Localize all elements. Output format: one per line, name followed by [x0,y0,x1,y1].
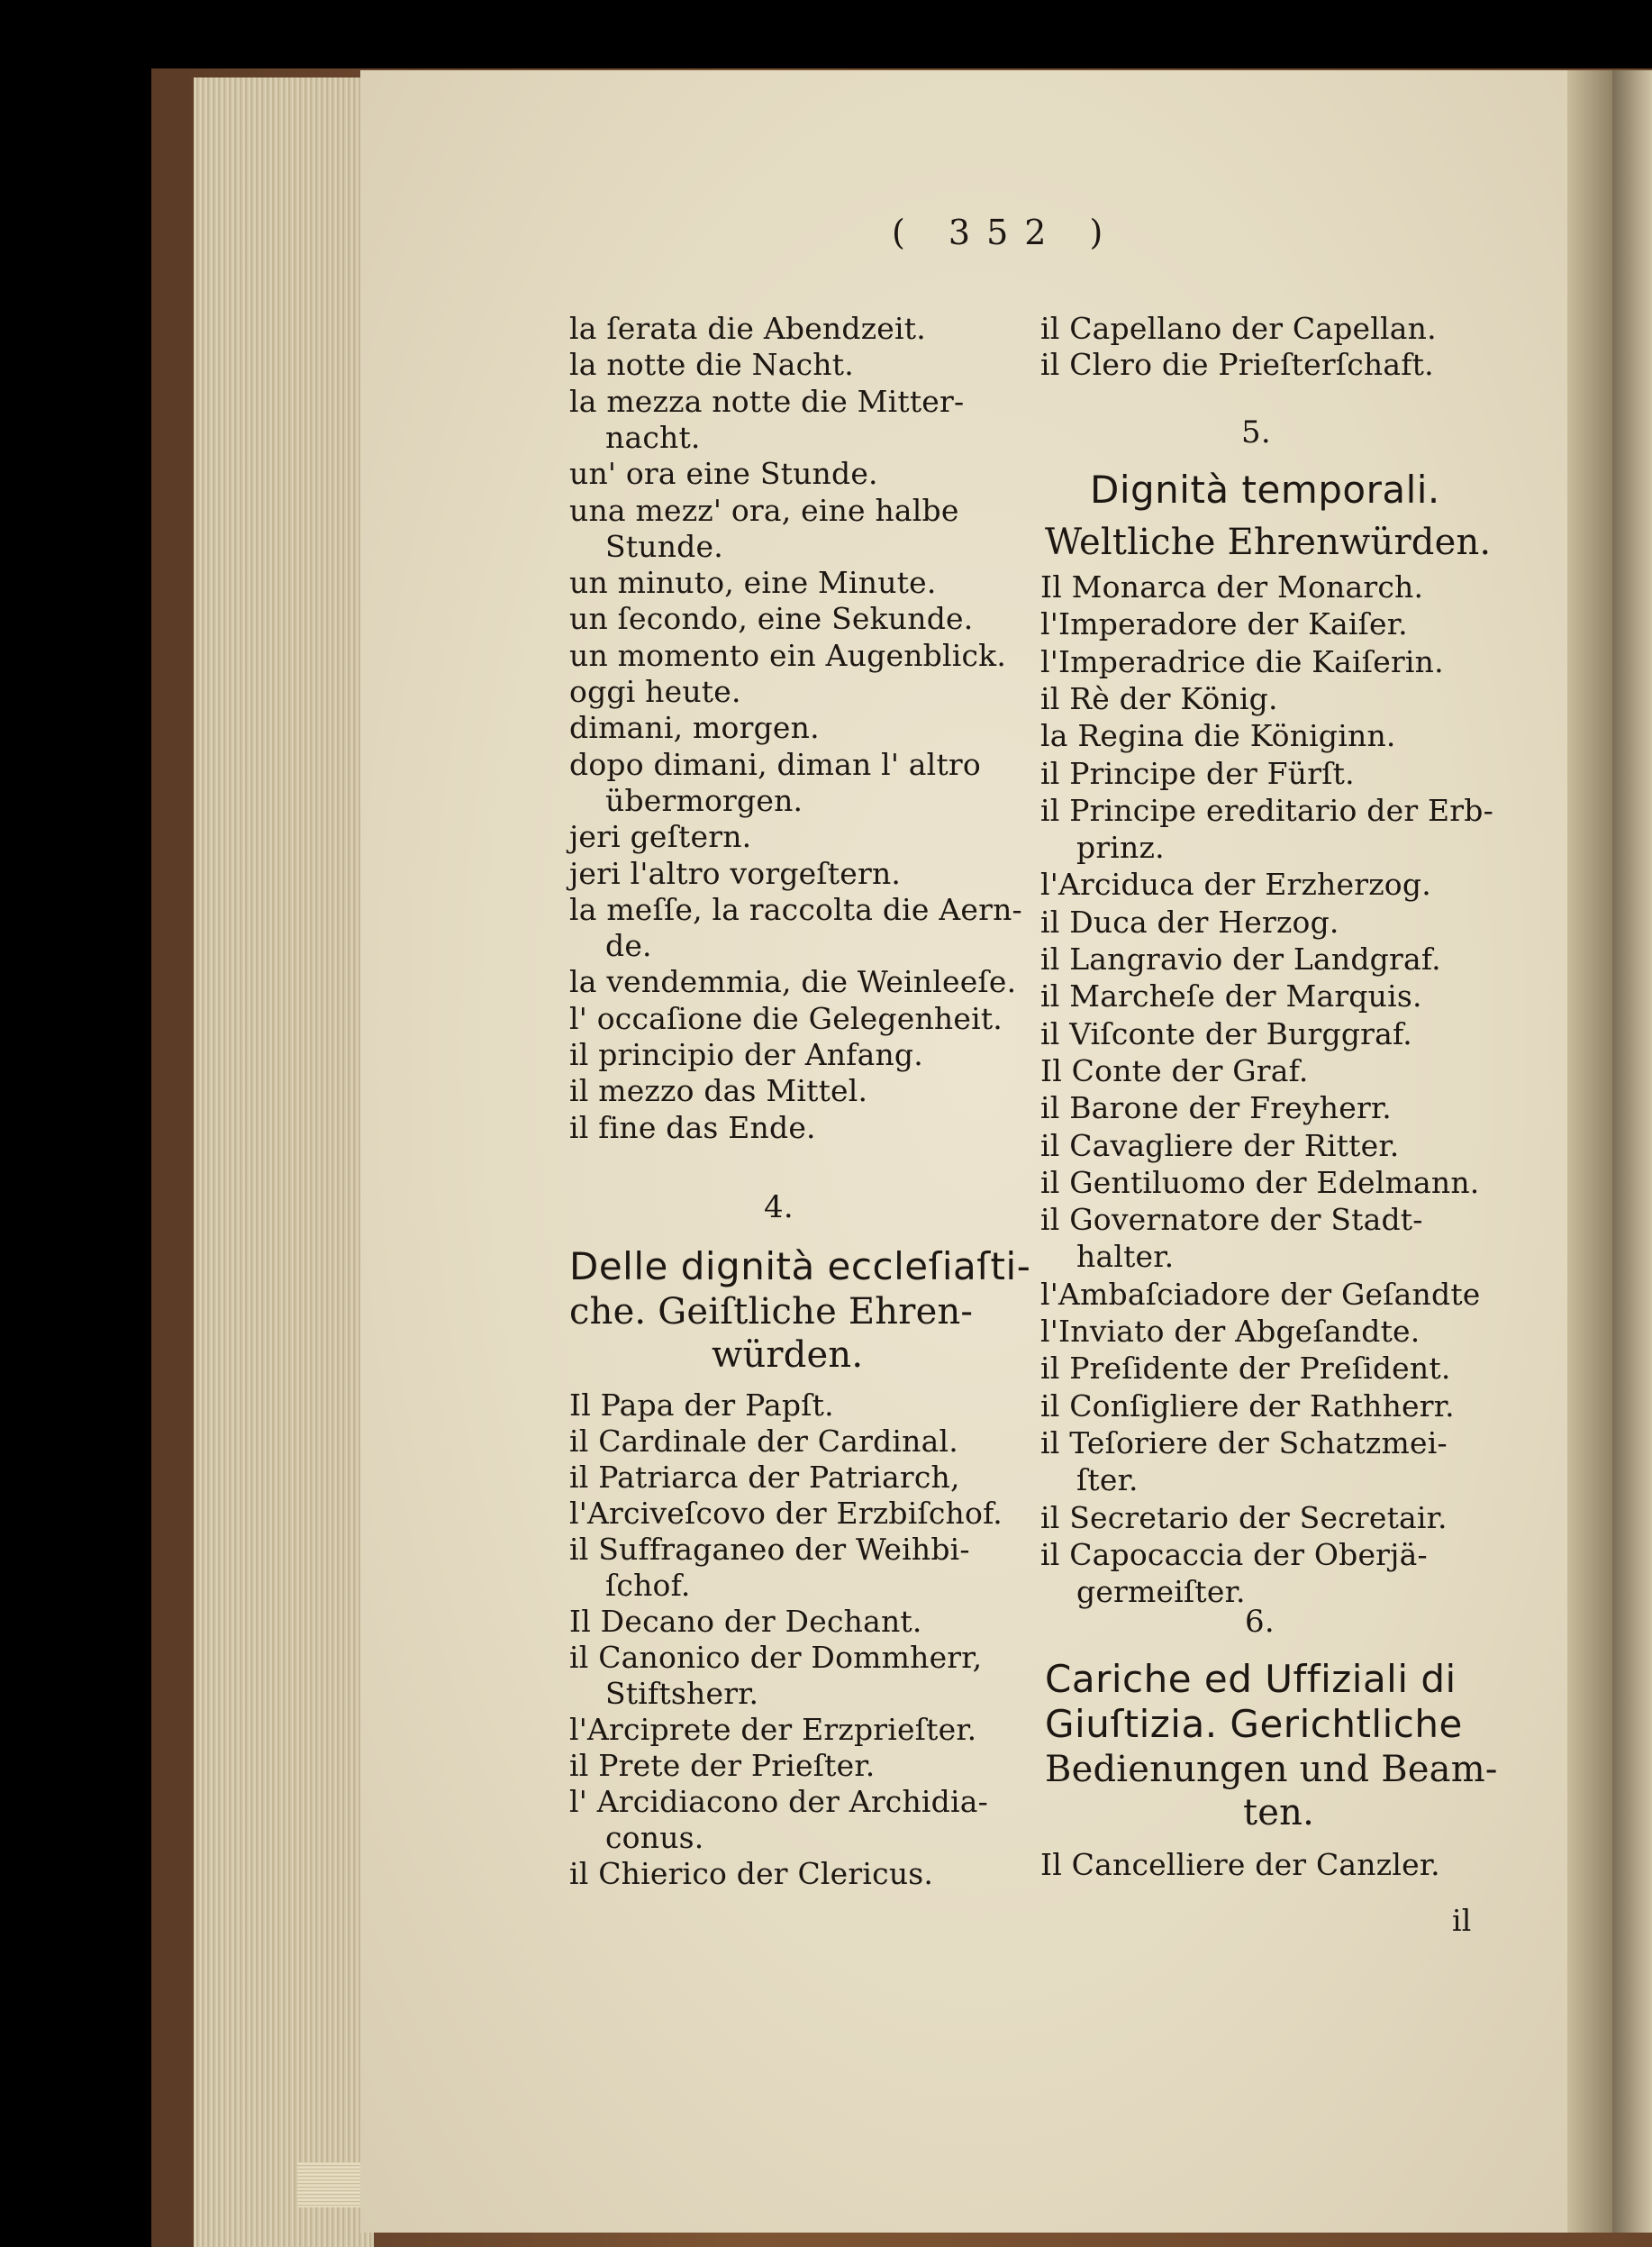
list-line: il Principe der Fürſt. [1040,755,1355,791]
list-line: un ſecondo, eine Sekunde. [569,601,974,637]
page-number: ( 352 ) [892,213,1120,252]
list-line: jeri l'altro vorgeſtern. [569,855,902,891]
list-line: la Regina die Königinn. [1040,718,1396,754]
list-line: l'Inviato der Abgeſandte. [1040,1314,1421,1349]
list-line: il Teſoriere der Schatzmei- [1040,1424,1448,1460]
list-line: il fine das Ende. [569,1109,816,1145]
list-line: il Principe ereditario der Erb- [1040,792,1493,828]
list-line: Il Cancelliere der Canzler. [1040,1847,1440,1882]
section-title: ten. [1243,1792,1315,1833]
list-line: ſchof. [605,1568,691,1603]
list-line: la meſſe, la raccolta die Aern- [569,891,1022,927]
list-line: Il Conte der Graf. [1040,1052,1309,1088]
list-line: prinz. [1076,830,1165,866]
list-line: nacht. [605,419,701,455]
list-line: il Langravio der Landgraf. [1040,942,1441,977]
list-line: la notte die Nacht. [569,347,854,383]
list-line: la ſerata die Abendzeit. [569,311,926,346]
list-line: oggi heute. [569,674,741,709]
section-title: würden. [712,1334,864,1376]
list-line: il Marcheſe der Marquis. [1040,978,1422,1014]
list-line: Il Decano der Dechant. [569,1604,922,1639]
list-line: übermorgen. [605,782,803,818]
list-line: il Preſidente der Preſident. [1040,1351,1451,1387]
list-line: il mezzo das Mittel. [569,1073,868,1109]
list-line: il Capellano der Capellan. [1040,311,1437,346]
list-line: il Cavagliere der Ritter. [1040,1127,1400,1163]
list-line: il Duca der Herzog. [1040,904,1339,940]
list-line: ſter. [1076,1462,1139,1498]
section-title: Bedienungen und Beam- [1045,1749,1498,1790]
section-title: Dignità temporali. [1090,468,1440,512]
facing-page-edge [1612,70,1652,2233]
list-line: Il Papa der Papſt. [569,1387,834,1423]
list-line: de. [605,928,652,964]
list-line: l'Imperadore der Kaiſer. [1040,606,1408,642]
list-line: il Gentiluomo der Edelmann. [1040,1164,1480,1200]
list-line: il Viſconte der Burggraf. [1040,1015,1412,1051]
list-line: il Conſigliere der Rathherr. [1040,1387,1455,1424]
list-line: Il Monarca der Monarch. [1040,569,1424,605]
list-line: il Canonico der Dommherr, [569,1640,983,1675]
list-line: dopo dimani, diman l' altro [569,746,981,782]
list-line: germeiſter. [1076,1574,1246,1610]
section-title: Weltliche Ehrenwürden. [1045,522,1492,563]
list-line: il Clero die Prieſterſchaft. [1040,347,1434,382]
list-line: il Capocaccia der Oberjä- [1040,1536,1428,1572]
list-line: l'Arciprete der Erzprieſter. [569,1712,977,1747]
list-line: halter. [1076,1239,1175,1275]
section-title: Cariche ed Uffiziali di [1045,1657,1457,1701]
list-line: il principio der Anfang. [569,1037,923,1072]
section-number: 4. [764,1189,794,1225]
list-line: un' ora eine Stunde. [569,456,878,492]
list-line: il Patriarca der Patriarch, [569,1460,960,1495]
list-line: il Governatore der Stadt- [1040,1202,1423,1238]
list-line: conus. [605,1820,704,1855]
list-line: l' Arcidiacono der Archidia- [569,1784,988,1819]
list-line: il Suffraganeo der Weihbi- [569,1532,970,1567]
page-edges [194,77,374,2247]
list-line: il Chierico der Clericus. [569,1856,934,1891]
section-number: 5. [1241,414,1271,450]
list-line: l'Arciveſcovo der Erzbiſchof. [569,1496,1003,1531]
list-line: jeri geſtern. [569,819,752,855]
section-title: Giuſtizia. Gerichtliche [1045,1702,1463,1746]
list-line: la vendemmia, die Weinleeſe. [569,964,1017,1000]
section-title: che. Geiſtliche Ehren- [569,1291,974,1333]
list-line: una mezz' ora, eine halbe [569,492,959,528]
list-line: il Barone der Freyherr. [1040,1090,1392,1126]
section-number: 6. [1245,1604,1275,1640]
list-line: il Secretario der Secretair. [1040,1499,1448,1535]
list-line: l'Arciduca der Erzherzog. [1040,867,1431,903]
list-line: il Cardinale der Cardinal. [569,1424,958,1459]
list-line: l'Ambaſciadore der Geſandte [1040,1276,1481,1312]
list-line: un minuto, eine Minute. [569,565,937,601]
list-line: la mezza notte die Mitter- [569,383,965,419]
list-line: l'Imperadrice die Kaiſerin. [1040,643,1444,679]
list-line: dimani, morgen. [569,710,820,746]
list-line: l' occaſione die Gelegenheit. [569,1000,1003,1036]
list-line: un momento ein Augenblick. [569,637,1007,673]
list-line: Stiftsherr. [605,1676,759,1711]
list-line: Stunde. [605,528,723,564]
catchword: il [1452,1903,1472,1938]
list-line: il Prete der Prieſter. [569,1748,876,1783]
section-title: Delle dignità eccleſiaſti- [569,1244,1031,1288]
book-page [360,70,1603,2233]
list-line: il Rè der König. [1040,680,1278,716]
